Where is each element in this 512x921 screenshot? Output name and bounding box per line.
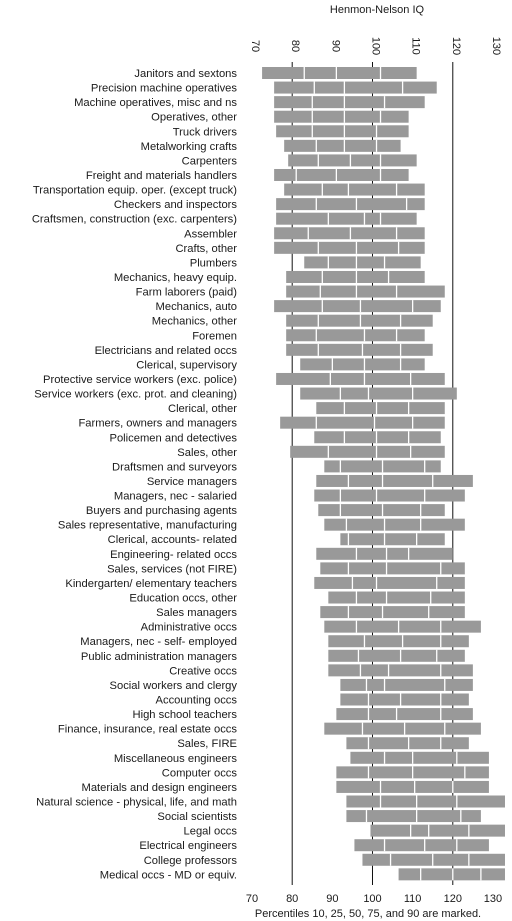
percentile-range-bar (346, 737, 468, 749)
percentile-range-bar (290, 446, 445, 458)
occupation-label: High school teachers (132, 709, 237, 722)
top-tick-label: 120 (449, 36, 462, 56)
percentile-range-bar (274, 227, 425, 239)
occupation-row (284, 184, 425, 196)
occupation-label: Electricians and related occs (94, 344, 237, 357)
percentile-range-bar (274, 82, 437, 94)
occupation-label: Policemen and detectives (109, 432, 237, 445)
occupation-row (274, 111, 409, 123)
occupation-label: Sales managers (156, 607, 237, 620)
percentile-range-bar (320, 562, 465, 574)
occupation-label: Miscellaneous engineers (113, 752, 237, 765)
occupation-row (336, 766, 489, 778)
occupation-row (286, 315, 433, 327)
occupation-row (274, 227, 425, 239)
occupation-label: Creative occs (169, 665, 237, 678)
percentile-range-bar (340, 533, 444, 545)
percentile-range-bar (276, 198, 425, 210)
occupation-row (346, 737, 468, 749)
occupation-row (276, 125, 408, 137)
top-tick-label: 70 (249, 39, 262, 53)
occupation-row (324, 621, 481, 633)
occupation-label: Social workers and clergy (109, 679, 237, 692)
bottom-axis-tick-labels (246, 893, 502, 905)
occupation-label: Sales representative, manufacturing (57, 519, 237, 532)
percentile-range-bar (316, 548, 453, 560)
percentile-range-bar (274, 169, 409, 181)
percentile-range-bar (328, 664, 473, 676)
occupation-row (316, 402, 444, 414)
percentile-range-bar (328, 650, 465, 662)
percentile-range-bar (274, 96, 425, 108)
percentile-range-bar (314, 490, 465, 502)
occupation-label: Farm laborers (paid) (135, 286, 237, 299)
percentile-range-bar (274, 242, 425, 254)
chart-caption: Percentiles 10, 25, 50, 75, and 90 are marked. (254, 908, 482, 920)
occupation-row (288, 154, 416, 166)
occupation-label: Freight and materials handlers (85, 169, 237, 182)
bottom-tick-label: 130 (483, 893, 503, 905)
occupation-label: Sales, other (177, 446, 237, 459)
occupation-row (314, 431, 440, 443)
occupation-row (399, 868, 505, 880)
occupation-row (276, 213, 417, 225)
occupation-label: Checkers and inspectors (113, 199, 237, 212)
percentile-range-bar (288, 154, 416, 166)
occupation-label: Legal occs (183, 825, 237, 838)
occupation-label: Foremen (192, 330, 237, 343)
occupation-row (280, 417, 445, 429)
percentile-range-bar (324, 723, 481, 735)
occupation-row (316, 548, 453, 560)
bottom-tick-label: 120 (443, 893, 462, 905)
percentile-range-bar (284, 140, 400, 152)
percentile-range-bar (300, 358, 424, 370)
percentile-range-bar (346, 796, 505, 808)
occupation-row (336, 781, 489, 793)
percentile-range-bar (262, 67, 417, 79)
occupation-label: Finance, insurance, real estate occs (57, 723, 237, 736)
occupation-row (286, 329, 425, 341)
occupation-label: Mechanics, auto (155, 301, 237, 314)
bottom-tick-label: 90 (326, 893, 339, 905)
percentile-range-bar (286, 315, 433, 327)
percentile-range-bar (276, 125, 408, 137)
occupation-row (314, 577, 465, 589)
bottom-tick-label: 100 (363, 893, 382, 905)
occupation-row (346, 810, 481, 822)
percentile-range-bar (328, 635, 469, 647)
percentile-bars (262, 67, 505, 880)
percentile-range-bar (276, 213, 417, 225)
percentile-range-bar (350, 752, 489, 764)
percentile-range-bar (286, 329, 425, 341)
percentile-range-bar (336, 708, 473, 720)
occupation-row (346, 796, 505, 808)
occupation-label: Craftsmen, construction (exc. carpenters) (31, 213, 237, 226)
chart-title: Henmon-Nelson IQ (329, 4, 425, 16)
percentile-range-bar (362, 854, 505, 866)
percentile-range-bar (316, 475, 473, 487)
occupation-label: Janitors and sextons (134, 68, 237, 80)
percentile-range-bar (340, 694, 468, 706)
occupation-label: Administrative occs (140, 621, 237, 634)
occupation-label: Clerical, accounts- related (107, 534, 237, 547)
occupation-row (274, 82, 437, 94)
occupation-label: Transportation equip. oper. (except truck) (32, 184, 237, 197)
occupation-label: Natural science - physical, life, and math (36, 796, 237, 809)
occupation-row (290, 446, 445, 458)
occupation-label: Mechanics, other (151, 315, 237, 328)
percentile-range-bar (274, 300, 441, 312)
percentile-range-bar (286, 271, 425, 283)
occupation-row (286, 271, 425, 283)
occupation-label: Crafts, other (175, 242, 237, 255)
percentile-range-bar (318, 504, 444, 516)
occupation-label: Managers, nec - salaried (113, 490, 237, 503)
occupation-row (300, 388, 457, 400)
percentile-range-bar (274, 111, 409, 123)
occupation-label: Electrical engineers (139, 840, 237, 853)
occupation-row (284, 140, 400, 152)
occupation-row (274, 169, 409, 181)
occupation-row (324, 723, 481, 735)
occupation-label: Carpenters (181, 155, 237, 168)
occupation-row (350, 752, 489, 764)
percentile-range-bar (370, 825, 505, 837)
occupation-row (274, 242, 425, 254)
occupation-row (316, 475, 473, 487)
occupation-label: Social scientists (157, 811, 237, 824)
percentile-range-bar (399, 868, 505, 880)
occupation-label: Truck drivers (172, 126, 237, 139)
occupation-row (318, 504, 444, 516)
percentile-range-bar (280, 417, 445, 429)
occupation-row (340, 694, 468, 706)
occupation-row (328, 650, 465, 662)
occupation-row (328, 635, 469, 647)
occupation-label: Clerical, supervisory (136, 359, 237, 372)
percentile-range-bar (328, 592, 465, 604)
occupation-label: Assembler (184, 228, 237, 241)
percentile-range-bar (324, 519, 465, 531)
occupation-label: Materials and design engineers (81, 781, 237, 794)
occupation-row (314, 490, 465, 502)
occupation-labels (32, 68, 238, 881)
percentile-range-bar (324, 621, 481, 633)
top-tick-label: 80 (289, 39, 302, 53)
occupation-label: Precision machine operatives (90, 82, 237, 95)
percentile-range-bar (316, 402, 444, 414)
occupation-label: Draftsmen and surveyors (112, 461, 237, 474)
occupation-row (324, 519, 465, 531)
percentile-range-bar (284, 184, 425, 196)
occupation-row (362, 854, 505, 866)
occupation-label: Clerical, other (167, 403, 237, 416)
percentile-range-bar (314, 431, 440, 443)
occupation-label: Buyers and purchasing agents (85, 505, 237, 518)
occupation-label: Medical occs - MD or equiv. (99, 869, 237, 882)
percentile-range-bar (286, 344, 433, 356)
top-axis-tick-labels (249, 37, 502, 55)
bottom-tick-label: 80 (286, 893, 299, 905)
occupation-label: Metalworking crafts (140, 140, 237, 153)
occupation-label: Service workers (exc. prot. and cleaning) (34, 388, 237, 401)
occupation-label: Mechanics, heavy equip. (113, 271, 237, 284)
occupation-row (340, 679, 472, 691)
occupation-label: Service managers (146, 475, 237, 488)
occupation-label: Managers, nec - self- employed (80, 636, 237, 649)
percentile-range-bar (304, 256, 420, 268)
occupation-row (370, 825, 505, 837)
percentile-range-bar (276, 373, 445, 385)
occupation-row (304, 256, 420, 268)
occupation-label: Engineering- related occs (110, 548, 237, 561)
occupation-row (328, 664, 473, 676)
top-tick-label: 100 (369, 36, 382, 56)
occupation-label: Operatives, other (151, 111, 237, 124)
occupation-row (276, 373, 445, 385)
percentile-range-bar (300, 388, 457, 400)
occupation-row (286, 344, 433, 356)
occupation-label: Accounting occs (155, 694, 237, 707)
occupation-label: Protective service workers (exc. police) (43, 373, 237, 386)
percentile-range-bar (286, 286, 445, 298)
occupation-label: Public administration managers (80, 650, 237, 663)
occupation-row (320, 562, 465, 574)
occupation-row (300, 358, 424, 370)
top-tick-label: 130 (489, 36, 502, 56)
occupation-row (274, 300, 441, 312)
occupation-row (324, 460, 440, 472)
occupation-row (336, 708, 473, 720)
percentile-range-bar (354, 839, 489, 851)
occupation-label: Plumbers (189, 257, 237, 270)
bottom-tick-label: 70 (245, 893, 259, 905)
bottom-tick-label: 110 (403, 893, 422, 905)
occupation-row (276, 198, 425, 210)
top-tick-label: 110 (409, 37, 422, 55)
occupation-label: Computer occs (161, 767, 237, 780)
occupation-row (286, 286, 445, 298)
percentile-range-bar (320, 606, 465, 618)
occupation-label: College professors (143, 854, 237, 867)
occupation-row (354, 839, 489, 851)
top-tick-label: 90 (329, 39, 342, 53)
occupation-label: Machine operatives, misc and ns (74, 97, 237, 110)
occupation-row (262, 67, 417, 79)
percentile-range-bar (314, 577, 465, 589)
occupation-row (274, 96, 425, 108)
percentile-range-bar (340, 679, 472, 691)
occupation-label: Sales, services (not FIRE) (107, 563, 237, 576)
occupation-label: Kindergarten/ elementary teachers (65, 577, 237, 590)
percentile-range-bar (336, 781, 489, 793)
occupation-row (320, 606, 465, 618)
occupation-row (340, 533, 444, 545)
occupation-label: Education occs, other (129, 592, 237, 605)
occupation-label: Farmers, owners and managers (78, 417, 237, 430)
occupation-row (328, 592, 465, 604)
occupation-label: Sales, FIRE (177, 738, 237, 751)
